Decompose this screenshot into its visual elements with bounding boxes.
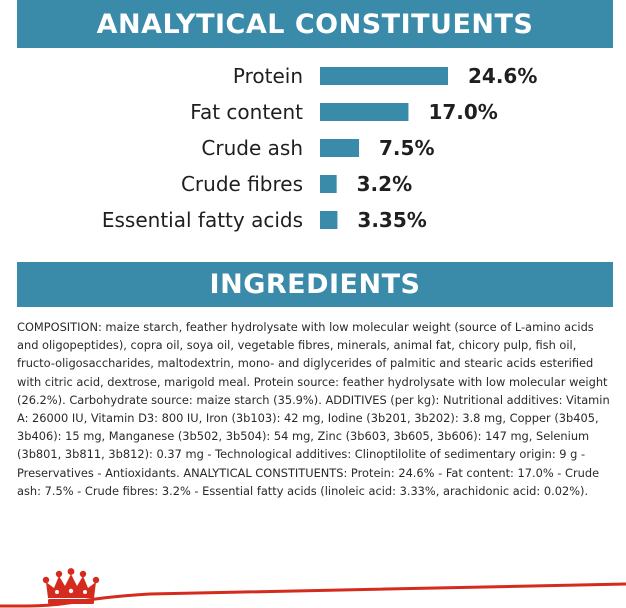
bar (320, 67, 448, 85)
bar (320, 103, 408, 121)
bar (320, 211, 337, 229)
value-label: 3.35% (357, 208, 427, 232)
ingredients-title: INGREDIENTS (17, 262, 613, 307)
ingredients-text: COMPOSITION: maize starch, feather hydrolysate with low molecular weight (source of L-amino acids and oligopeptides), copra oil, soya oil, vegetable fibres, minerals, animal fat, chicory pulp, fish oil, fructo-oligosaccharides, maltodextrin, mono- and diglycerides of palmitic and stearic acids esterified with citric acid, dextrose, marigold meal. Protein source: feather hydrolysate with low molecular weight (26.2%). Carbohydrate source: maize starch (35.9%). ADDITIVES (per kg): Nutritional additives: Vitamin A: 26000 IU, Vitamin D3: 800 IU, Iron (3b103): 42 mg, Iodine (3b201, 3b202): 3.8 mg, Copper (3b405, 3b406): 15 mg, Manganese (3b502, 3b504): 54 mg, Zinc (3b603, 3b605, 3b606): 147 mg, Selenium (3b801, 3b811, 3b812): 0.37 mg - Technological additives: Clinoptilolite of sedimentary origin: 9 g - Preservatives - Antioxidants. ANALYTICAL CONSTITUENTS: Protein: 24.6% - Fat content: 17.0% - Crude ash: 7.5% - Crude fibres: 3.2% - Essential fatty acids (linoleic acid: 3.33%, arachidonic acid: 0.02%). (17, 320, 610, 498)
footer-bar (0, 562, 626, 608)
bar (320, 175, 337, 193)
constituents-title: ANALYTICAL CONSTITUENTS (17, 0, 613, 48)
chart-marks (102, 64, 538, 232)
category-label: Essential fatty acids (101, 208, 303, 232)
value-label: 7.5% (379, 136, 435, 160)
category-label: Fat content (190, 100, 303, 124)
category-label: Crude ash (201, 136, 303, 160)
value-label: 24.6% (468, 64, 538, 88)
value-label: 3.2% (356, 172, 413, 196)
bar (320, 139, 359, 157)
value-label: 17.0% (428, 100, 498, 124)
category-label: Protein (232, 64, 303, 88)
constituents-chart (0, 56, 626, 246)
category-label: Crude fibres (180, 172, 303, 196)
